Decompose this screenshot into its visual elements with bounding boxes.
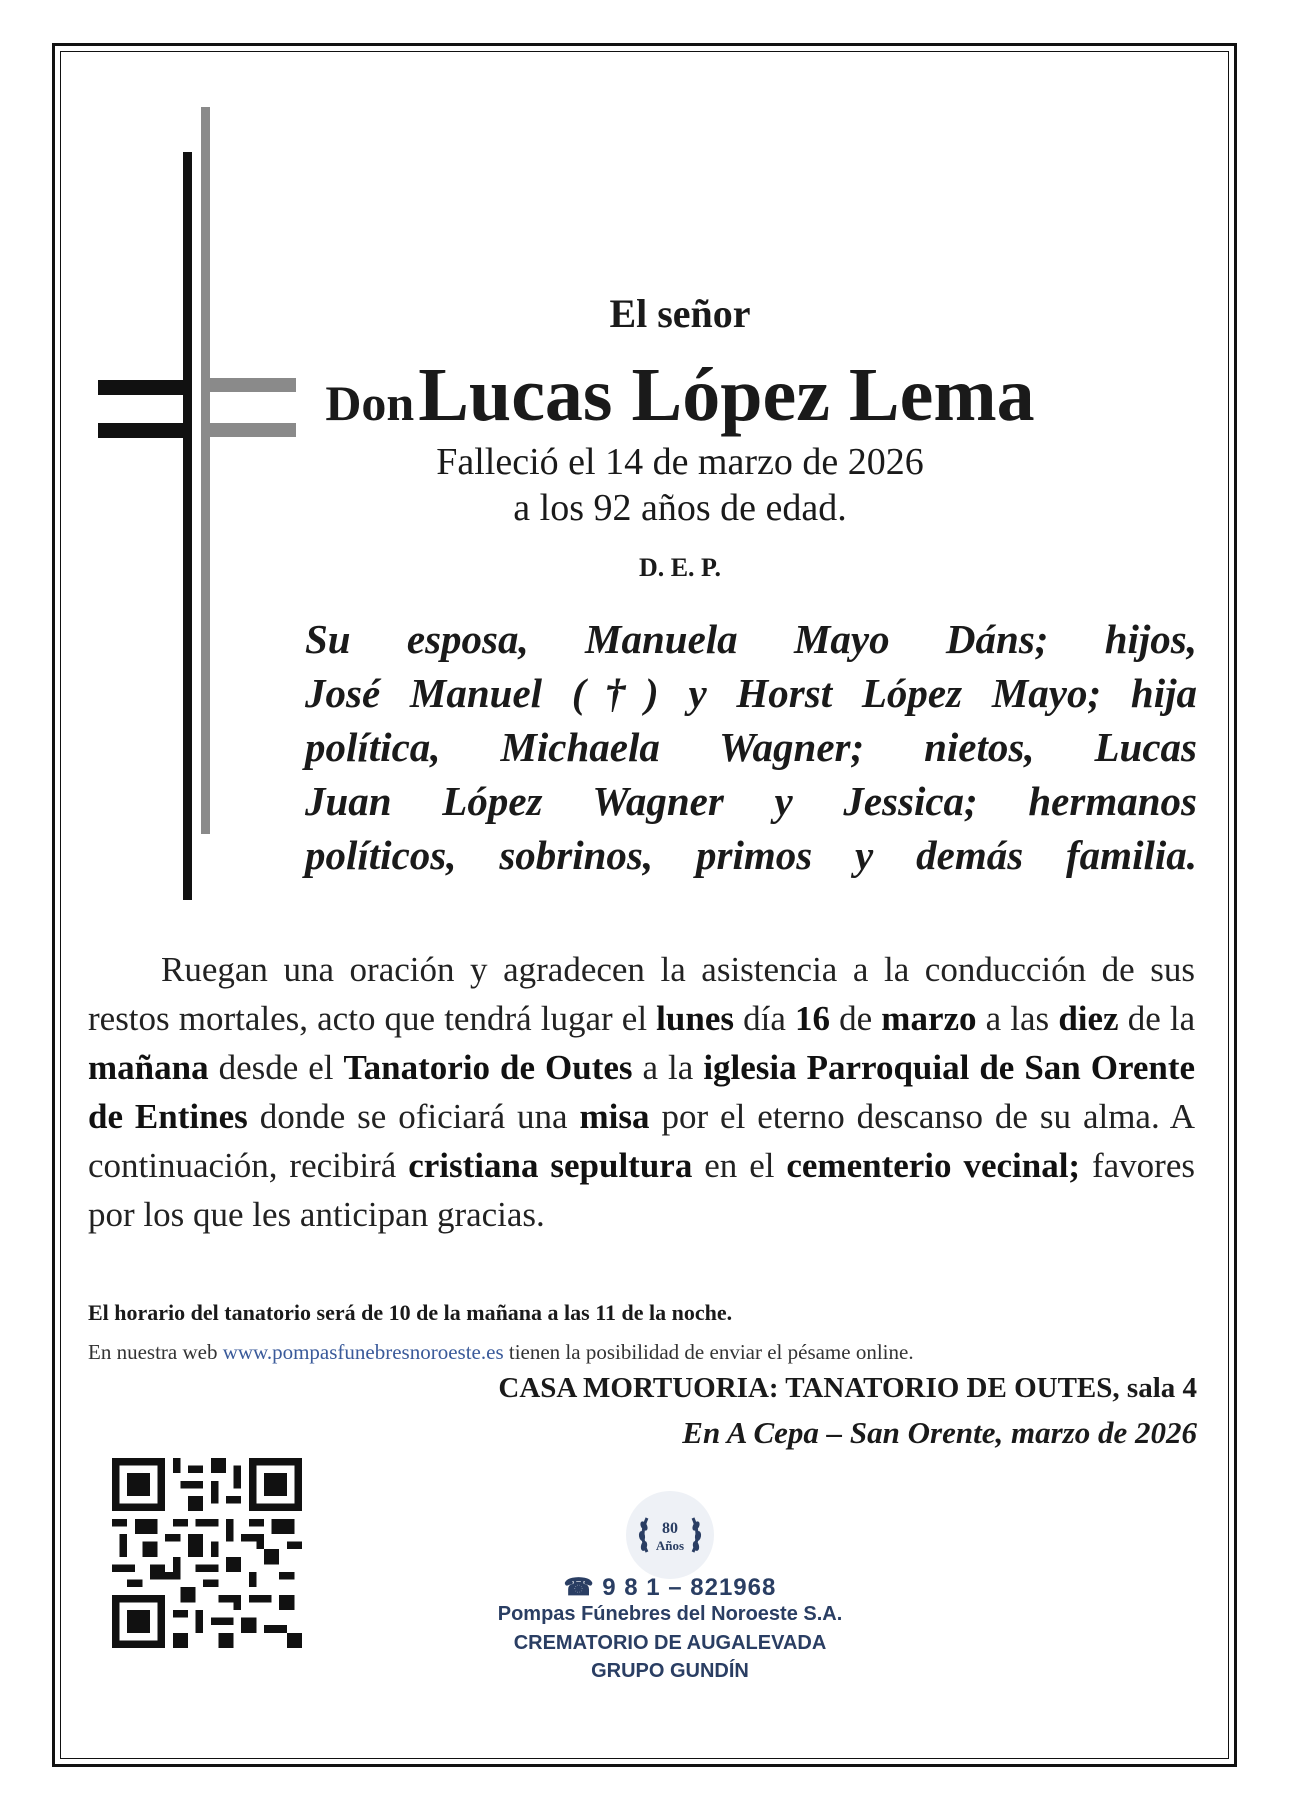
text-bold: mañana: [88, 1048, 209, 1087]
text-run: por el eterno descanso de su alma. A continuación, recibirá: [88, 1097, 1195, 1185]
schedule-note: El horario del tanatorio será de 10 de la mañana a las 11 de la noche.: [88, 1300, 733, 1325]
phone-icon: ☎: [563, 1574, 595, 1601]
family-line: política, Michaela Wagner; nietos, Lucas: [305, 724, 1197, 770]
family-line: Su esposa, Manuela Mayo Dáns; hijos,: [305, 616, 1197, 662]
company-name: Pompas Fúnebres del Noroeste S.A.: [497, 1603, 843, 1625]
text-bold: Tanatorio de Outes: [343, 1048, 633, 1087]
text-bold: cristiana sepultura: [408, 1146, 693, 1185]
text-run: desde el: [218, 1048, 334, 1087]
logo-word: Años: [655, 1538, 685, 1553]
text-run: favores por los que les anticipan gracias.: [88, 1146, 1195, 1234]
phone-number: 9 8 1 – 821968: [602, 1574, 777, 1601]
funeral-home: CASA MORTUORIA: TANATORIO DE OUTES, sala 4: [498, 1372, 1197, 1404]
ceremony-text: [88, 945, 1195, 1239]
logo-years: 80: [662, 1520, 678, 1537]
text-bold: iglesia Parroquial de San Orente de Entines: [88, 1048, 1196, 1136]
text-bold: 16: [795, 999, 830, 1038]
place-date: En A Cepa – San Orente, marzo de 2026: [682, 1415, 1197, 1450]
text-bold: misa: [579, 1097, 650, 1136]
web-post: tienen la posibilidad de enviar el pésame online.: [508, 1340, 914, 1364]
text-run: a la: [642, 1048, 694, 1087]
text-bold: marzo: [881, 999, 977, 1038]
text-run: de: [839, 999, 873, 1038]
phone[interactable]: [390, 1573, 950, 1602]
dep-label: D. E. P.: [638, 553, 722, 582]
deceased-name: [180, 352, 1180, 439]
text-bold: lunes: [656, 999, 734, 1038]
family-line: políticos, sobrinos, primos y demás familia.: [305, 832, 1197, 878]
text-run: a las: [985, 999, 1050, 1038]
qr-code[interactable]: [112, 1458, 302, 1648]
text-run: de la: [1127, 999, 1196, 1038]
family-line: José Manuel (†) y Horst López Mayo; hija: [305, 670, 1197, 716]
full-name: Lucas López Lema: [418, 353, 1035, 437]
grupo: GRUPO GUNDÍN: [591, 1660, 749, 1682]
anniversary-logo: [625, 1490, 715, 1580]
family-list: [305, 612, 1197, 882]
family-line: Juan López Wagner y Jessica; hermanos: [305, 778, 1197, 824]
website-link[interactable]: www.pompasfunebresnoroeste.es: [222, 1340, 504, 1364]
age: a los 92 años de edad.: [513, 487, 847, 529]
text-run: Ruegan una oración y agradecen la asistencia a la conducción de sus restos mortales, acto que tendrá lugar el: [88, 950, 1195, 1038]
web-note: [88, 1340, 1198, 1365]
text-run: en el: [704, 1146, 775, 1185]
title-prefix: El señor: [609, 291, 751, 336]
crematorio: CREMATORIO DE AUGALEVADA: [513, 1632, 827, 1654]
honorific: Don: [325, 375, 415, 431]
death-date: Falleció el 14 de marzo de 2026: [436, 441, 924, 483]
web-pre: En nuestra web: [88, 1340, 218, 1364]
text-run: día: [743, 999, 786, 1038]
text-bold: cementerio vecinal;: [786, 1146, 1081, 1185]
text-bold: diez: [1058, 999, 1119, 1038]
text-run: donde se oficiará una: [259, 1097, 568, 1136]
